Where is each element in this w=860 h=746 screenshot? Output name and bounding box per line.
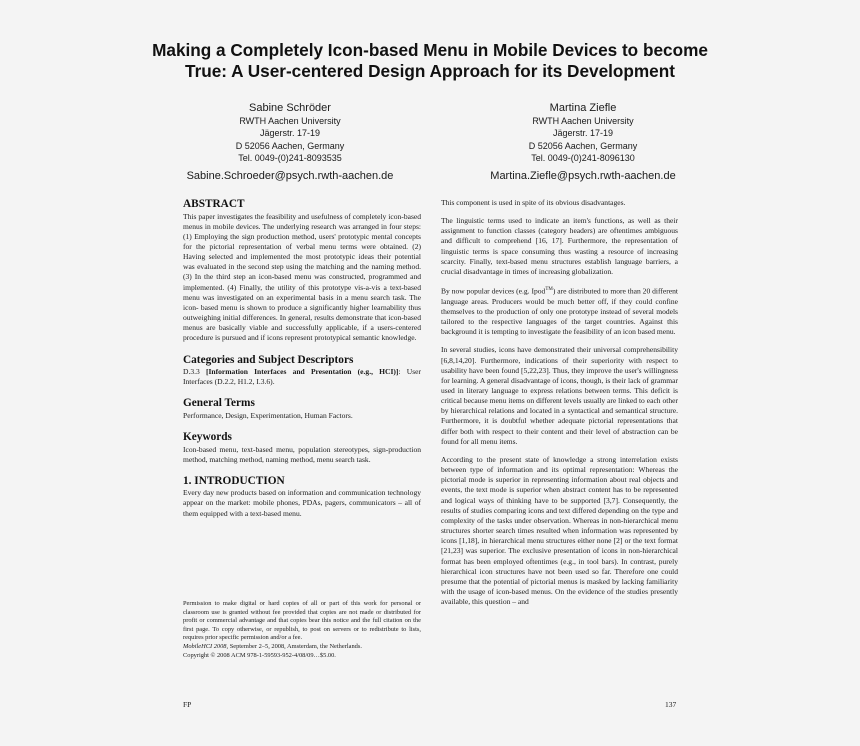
author-email: Martina.Ziefle@psych.rwth-aachen.de — [490, 169, 676, 182]
author-street: Jägerstr. 17-19 — [259, 128, 321, 139]
author-name: Sabine Schröder — [249, 102, 331, 114]
general-terms-text: Performance, Design, Experimentation, Human Factors. — [183, 410, 353, 420]
right-column — [441, 198, 678, 615]
copyright-line: Copyright © 2008 ACM 978-1-59593-952-4/08/09…$5.00. — [183, 651, 336, 659]
author-street: Jägerstr. 17-19 — [552, 128, 614, 139]
body-paragraph: In several studies, icons have demonstrated their universal comprehensibility [6,8,14,20]. Furthermore, indications of their superiority with respect to usability have been found [5,22,23]. Thus, they improve the user's willingness for learning. A general disadvantage of icons, though, is their lack of grammar used in literary language to express relations between terms. This deficit is critical because menu items on different levels usually are linked to each other by hierarchical relations and located in a syntactical and semantical structure. Furthermore, it is doubtful whether adequate pictorial representations that differ both with respect to their content and their level of abstraction can be found for all menu items. — [441, 345, 678, 446]
paragraph-start: By now popular devices (e.g. Ipod — [441, 286, 546, 296]
author-city: D 52056 Aachen, Germany — [235, 140, 345, 151]
permission-venue-line — [183, 643, 421, 652]
author-block-1 — [140, 101, 440, 183]
categories-text — [183, 367, 421, 387]
introduction-text: Every day new products based on information and communication technology appear on the market: mobile phones, PDAs, pagers, communicators – all of them equipped with a text-based menu. — [183, 488, 421, 518]
keywords-heading: Keywords — [183, 431, 232, 443]
categories-heading: Categories and Subject Descriptors — [183, 353, 354, 366]
author-tel: Tel. 0049-(0)241-8096130 — [531, 153, 635, 164]
body-paragraph: This component is used in spite of its obvious disadvantages. — [441, 198, 626, 207]
categories-code: D.3.3 — [183, 367, 206, 377]
body-paragraph: According to the present state of knowledge a strong interrelation exists between type of information and its optimal representation: Whereas the pictorial mode is superior in representing information about real objects and events, the text mode is superior when abstract content has to be represented and logical ways of thinking have to be supported [3,7]. Consequently, the results of studies comparing icons and text differed depending on the type and complexity of the tasks under observation. Whereas in non-hierarchical menu structures shorter search times resulted when information was represented by icons [1,18], in hierarchical menu structures either none [2] or the text format [21,23] was superior. The exclusive presentation of icons in non-hierarchical format has been employed oftentimes (e.g., in tool bars). In contrast, purely hierarchical icon structures have not been used so far. Therefore one could presume that the potential of pictorial menus is masked by lacking familiarity with the usage of icon-based menus. On the evidence of the studies presently available, this question – and — [441, 454, 678, 607]
abstract-heading: ABSTRACT — [183, 198, 245, 210]
abstract-text: This paper investigates the feasibility and usefulness of completely icon-based menus in mobile devices. The underlying research was arranged in four steps: (1) Employing the sign production method, users' prototypic mental concepts for the pictorial representation of verbal menu terms were obtained. (2) Having selected and implemented the most prototypic ideas their potential was evaluated in the second step using the matching and the naming method. (3) In the third step an icon-based menu was constructed, programmed and implemented. (4) Finally, the utility of this prototype vis-a-vis a text-based menu was investigated on an experimental basis in a menu search task. The icon- based menu is shown to produce a significantly higher learnability thus outweighing initial differences. In general, results demonstrate that icon-based menus are basically viable and successfully applicable, if a users-centered procedure is pursued and if icons represent prototypical semantic knowledge. — [183, 211, 421, 343]
categories-bold: [Information Interfaces and Presentation (e.g., HCI)] — [205, 367, 399, 377]
keywords-text: Icon-based menu, text-based menu, population stereotypes, sign-production method, matching method, naming method, menu search task. — [183, 444, 421, 464]
page-number: 137 — [665, 700, 677, 709]
author-tel: Tel. 0049-(0)241-8093535 — [238, 153, 342, 164]
body-paragraph — [441, 285, 678, 337]
author-city: D 52056 Aachen, Germany — [528, 140, 638, 151]
author-affiliation: RWTH Aachen University — [532, 116, 634, 126]
permission-text: Permission to make digital or hard copies of all or part of this work for personal or classroom use is granted without fee provided that copies are not made or distributed for profit or commercial advantage and that copies bear this notice and the full citation on the first page. To copy otherwise, or republish, to post on servers or to redistribute to lists, requires prior specific permission and/or a fee. — [183, 600, 421, 642]
trademark-sup: TM — [545, 287, 553, 293]
author-name: Martina Ziefle — [549, 102, 617, 114]
body-paragraph: The linguistic terms used to indicate an item's functions, as well as their assignment to function classes (category headers) are oftentimes ambiguous and difficult to comprehend [16, 17]. Furthermore, the representation of linguistic terms is space consuming thus wasting a resource of increasing scarcity. Finally, text-based menu structures establish language barriers, a crucial disadvantage in times of increasing globalization. — [441, 216, 678, 276]
introduction-heading: 1. INTRODUCTION — [183, 474, 285, 487]
permission-notice — [183, 600, 421, 660]
venue-name: MobileHCI 2008 — [183, 642, 227, 650]
author-affiliation: RWTH Aachen University — [239, 116, 341, 126]
paragraph-end: ) are distributed to more than 20 different language areas. Producers would be much better off, if they could confine themselves to the production of only one prototype instead of several models tailored to the respective languages of the target countries. Against this background it is tempting to investigate the feasibility of an icon based menu. — [441, 286, 678, 337]
author-email: Sabine.Schroeder@psych.rwth-aachen.de — [186, 169, 394, 182]
author-block-2 — [433, 101, 733, 183]
general-terms-heading: General Terms — [183, 397, 255, 410]
venue-details: , September 2–5, 2008, Amsterdam, the Netherlands. — [226, 642, 362, 650]
paper-title: Making a Completely Icon-based Menu in Mobile Devices to become True: A User-centered Design Approach for its Development — [152, 40, 708, 81]
footer-left-label: FP — [183, 700, 192, 709]
left-column — [183, 198, 421, 519]
categories-rest: : User Interfaces (D.2.2, H1.2, I.3.6). — [183, 367, 421, 387]
